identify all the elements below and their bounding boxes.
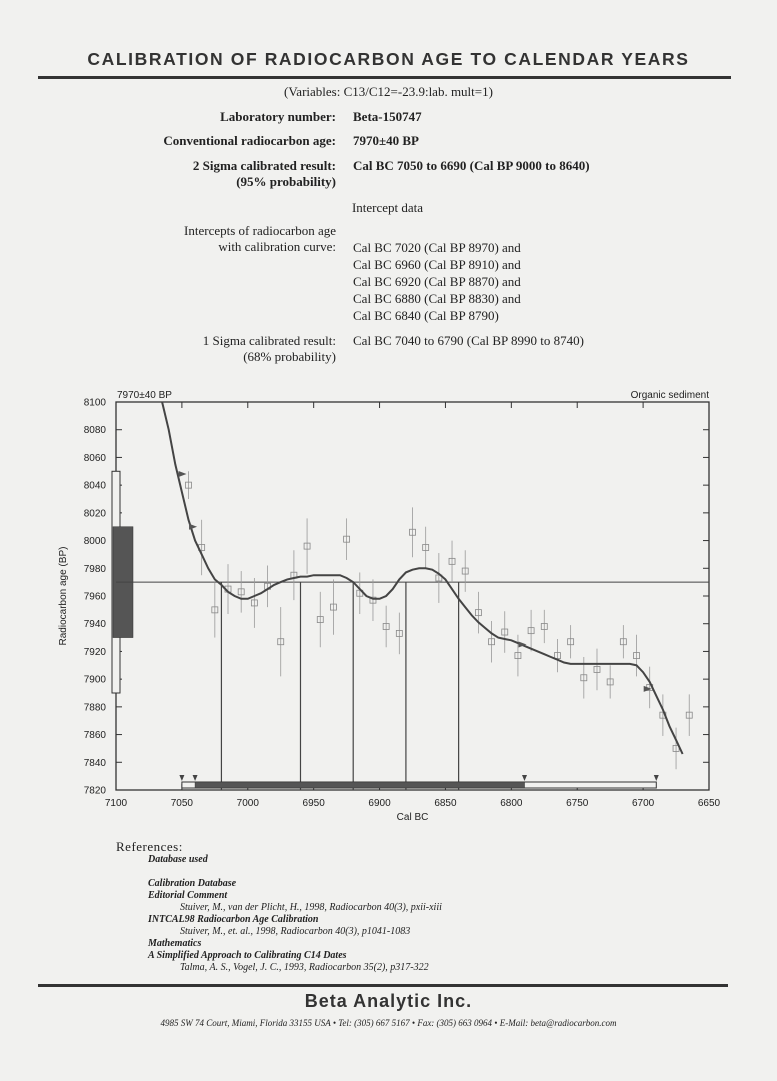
x-tick-label: 6900	[368, 798, 391, 809]
y-tick-label: 8020	[83, 508, 106, 520]
x-tick-label: 6750	[566, 798, 589, 809]
x-tick-label: 6950	[302, 798, 325, 809]
y-tick-label: 8100	[83, 397, 106, 409]
range-marker	[654, 775, 659, 781]
calibration-chart	[0, 380, 777, 830]
reference-line: Database used	[148, 854, 208, 865]
range-marker	[179, 775, 184, 781]
lab-number-value: Beta-150747	[353, 109, 422, 124]
sigma1-value: Cal BC 7040 to 6790 (Cal BP 8990 to 8740)	[353, 333, 584, 348]
x-tick-label: 6850	[434, 798, 457, 809]
reference-line: Stuiver, M., van der Plicht, H., 1998, Radiocarbon 40(3), pxii-xiii	[180, 902, 442, 913]
curve-marker	[189, 524, 197, 530]
x-tick-label: 7000	[236, 798, 259, 809]
y-tick-label: 7840	[83, 757, 106, 769]
sigma2-label: 2 Sigma calibrated result:	[192, 158, 336, 173]
x-tick-label: 6650	[697, 798, 721, 809]
intercept-3: Cal BC 6920 (Cal BP 8870) and	[353, 274, 521, 289]
y-tick-label: 7920	[83, 646, 106, 658]
variables-line: (Variables: C13/C12=-23.9:lab. mult=1)	[284, 84, 493, 99]
reference-line: Talma, A. S., Vogel, J. C., 1993, Radiocarbon 35(2), p317-322	[180, 962, 429, 973]
conv-age-label: Conventional radiocarbon age:	[163, 133, 336, 148]
range-marker	[522, 775, 527, 781]
sigma1-prob-label: (68% probability)	[243, 349, 336, 364]
y-tick-label: 7900	[83, 674, 106, 686]
y-tick-label: 7960	[83, 591, 106, 603]
conv-age-value: 7970±40 BP	[353, 133, 419, 148]
reference-line: A Simplified Approach to Calibrating C14 Dates	[148, 950, 347, 961]
curve-marker	[179, 471, 187, 477]
x-tick-label: 7050	[170, 798, 194, 809]
intercept-2: Cal BC 6960 (Cal BP 8910) and	[353, 257, 521, 272]
y-tick-label: 7860	[83, 730, 106, 742]
x-tick-label: 6700	[631, 798, 655, 809]
intercept-4: Cal BC 6880 (Cal BP 8830) and	[353, 291, 521, 306]
y-tick-label: 7980	[83, 563, 106, 575]
y-tick-label: 7880	[83, 702, 106, 714]
intercepts-label: Intercepts of radiocarbon age	[184, 223, 336, 238]
x-tick-label: 6800	[500, 798, 523, 809]
y-tick-label: 8000	[83, 536, 106, 548]
y-tick-label: 7940	[83, 619, 106, 631]
material-label: Organic sediment	[630, 390, 709, 401]
sigma2-prob-label: (95% probability)	[236, 174, 336, 189]
curve-marker	[644, 686, 652, 692]
intercepts-label-2: with calibration curve:	[218, 239, 336, 254]
sample-age-label: 7970±40 BP	[117, 390, 172, 401]
y-tick-label: 7820	[83, 785, 106, 797]
calibration-curve	[162, 402, 683, 754]
reference-line: Mathematics	[148, 938, 202, 949]
company-name: Beta Analytic Inc.	[304, 991, 473, 1011]
company-address: 4985 SW 74 Court, Miami, Florida 33155 USA • Tel: (305) 667 5167 • Fax: (305) 663 0964 • E-Mail: beta@radiocarbon.com	[160, 1018, 617, 1028]
reference-line: INTCAL98 Radiocarbon Age Calibration	[148, 914, 319, 925]
intercept-data-title	[0, 200, 777, 216]
sigma1-label: 1 Sigma calibrated result:	[202, 333, 336, 348]
references-title: References:	[116, 839, 183, 854]
y-axis-label: Radiocarbon age (BP)	[58, 546, 69, 646]
y-tick-label: 8040	[83, 480, 106, 492]
reference-line: Calibration Database	[148, 878, 237, 889]
sigma1-cal-bar	[195, 782, 524, 788]
lab-number-label: Laboratory number:	[220, 109, 336, 124]
plot-frame	[116, 402, 709, 790]
x-axis-label: Cal BC	[396, 812, 429, 823]
y-tick-label: 8060	[83, 452, 106, 464]
footer-rule	[38, 984, 728, 987]
sigma2-value: Cal BC 7050 to 6690 (Cal BP 9000 to 8640)	[353, 158, 590, 173]
range-marker	[193, 775, 198, 781]
title-rule	[38, 76, 731, 79]
reference-line: Stuiver, M., et. al., 1998, Radiocarbon 40(3), p1041-1083	[180, 926, 411, 937]
intercept-5: Cal BC 6840 (Cal BP 8790)	[353, 308, 499, 323]
reference-line: Editorial Comment	[148, 890, 228, 901]
intercept-data-title-text: Intercept data	[351, 200, 424, 215]
page-title: CALIBRATION OF RADIOCARBON AGE TO CALENDAR YEARS	[87, 49, 690, 69]
x-tick-label: 7100	[104, 798, 128, 809]
y-tick-label: 8080	[83, 425, 106, 437]
intercept-1: Cal BC 7020 (Cal BP 8970) and	[353, 240, 521, 255]
